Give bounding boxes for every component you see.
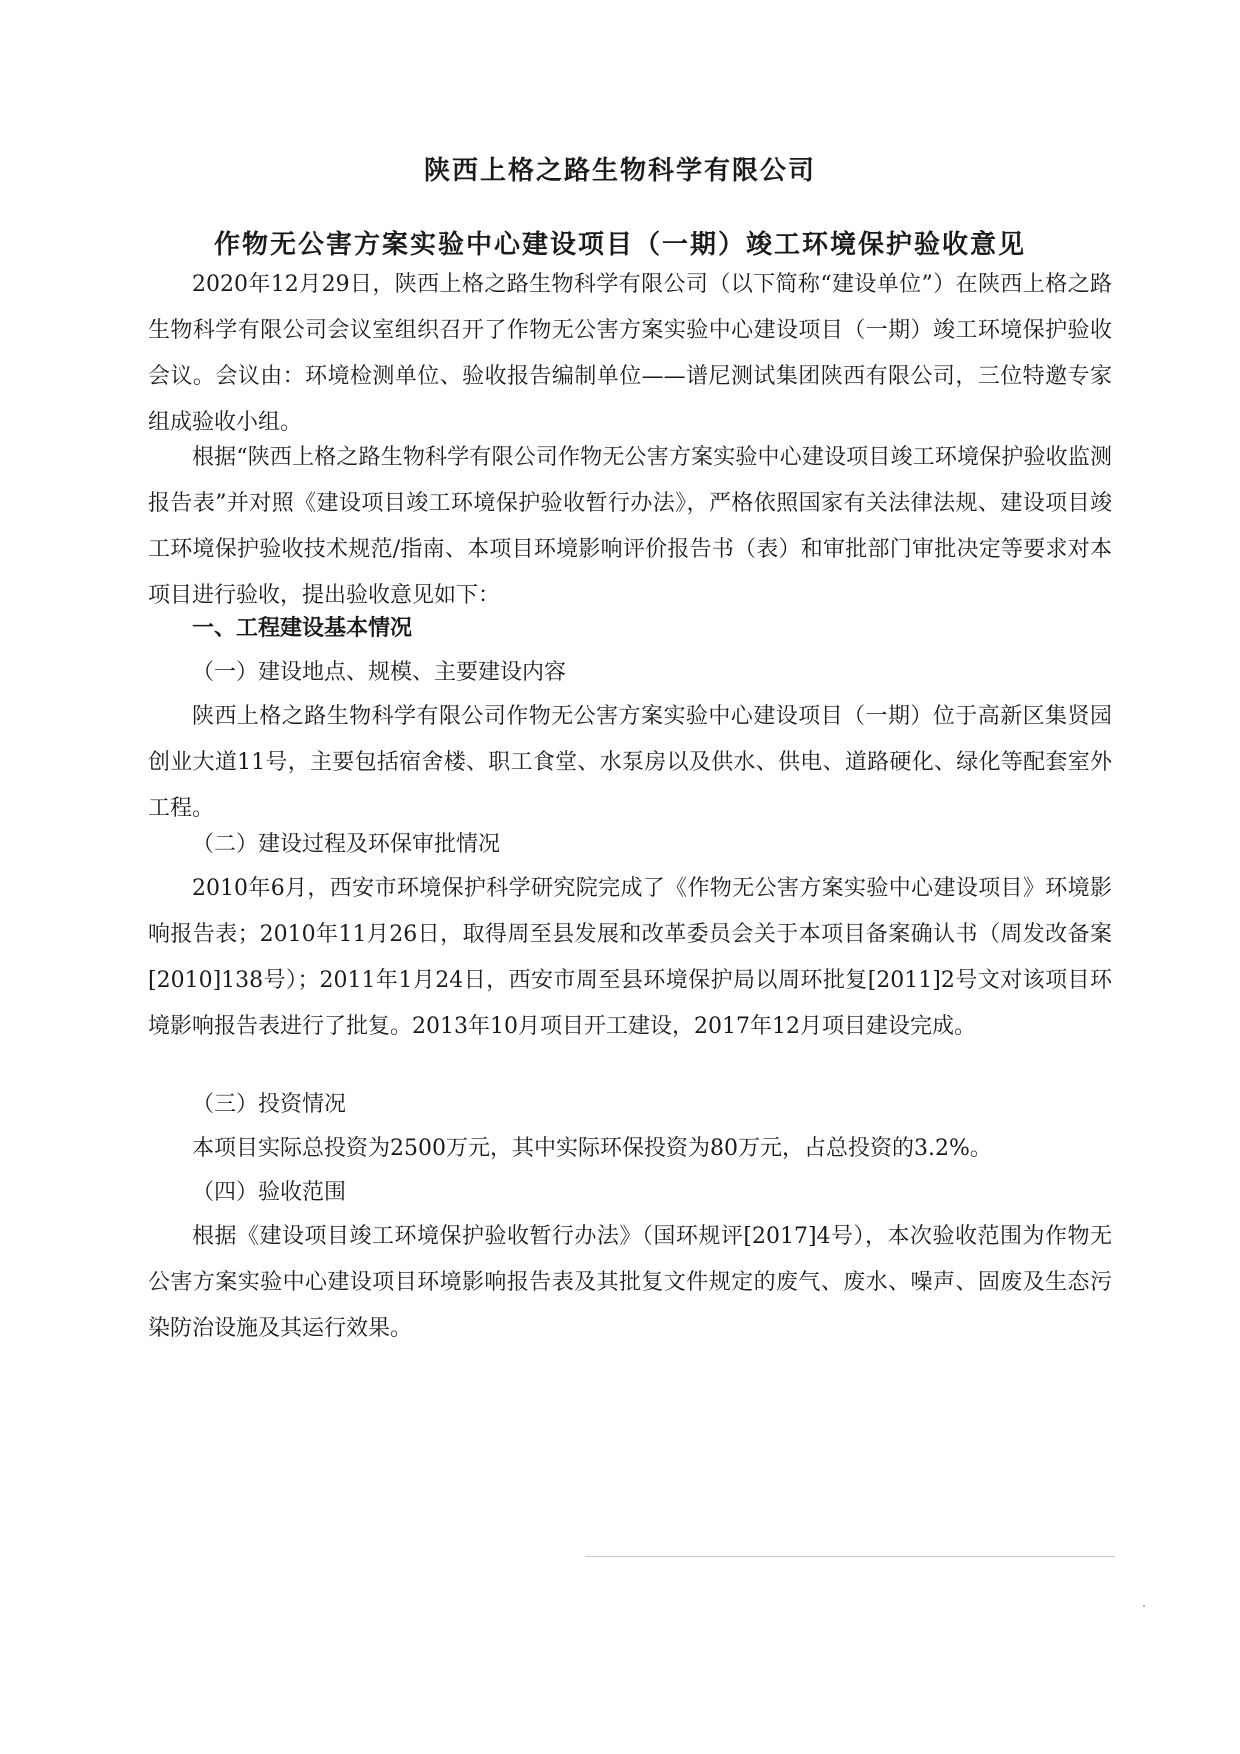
scan-artifact-dot xyxy=(1143,1605,1145,1607)
subsection-1-text: 陕西上格之路生物科学有限公司作物无公害方案实验中心建设项目（一期）位于高新区集贤园创业大道11号，主要包括宿舍楼、职工食堂、水泵房以及供水、供电、道路硬化、绿化等配套室外工程。 xyxy=(148,704,1112,821)
company-title: 陕西上格之路生物科学有限公司 xyxy=(423,156,816,186)
subsection-3-heading: （三）投资情况 xyxy=(192,1092,347,1117)
intro-paragraph: 2020年12月29日，陕西上格之路生物科学有限公司（以下简称“建设单位”）在陕西上格之路生物科学有限公司会议室组织召开了作物无公害方案实验中心建设项目（一期）竣工环境保护验收会议。会议由：环境检测单位、验收报告编制单位——谱尼测试集团陕西有限公司，三位特邀专家组成验收小组。 xyxy=(148,272,1112,435)
scan-artifact-line xyxy=(585,1556,1115,1557)
subsection-2-heading: （二）建设过程及环保审批情况 xyxy=(192,832,501,857)
subsection-2-text: 2010年6月，西安市环境保护科学研究院完成了《作物无公害方案实验中心建设项目》环境影响报告表；2010年11月26日，取得周至县发展和改革委员会关于本项目备案确认书（周发改备案[2010]138号）；2011年1月24日，西安市周至县环境保护局以周环批复[2011]2号文对该项目环境影响报告表进行了批复。2013年10月项目开工建设，2017年12月项目建设完成。 xyxy=(148,876,1112,1039)
subsection-4-heading: （四）验收范围 xyxy=(192,1180,347,1205)
document-title: 作物无公害方案实验中心建设项目（一期）竣工环境保护验收意见 xyxy=(213,230,1026,260)
subsection-3-text: 本项目实际总投资为2500万元，其中实际环保投资为80万元，占总投资的3.2%。 xyxy=(192,1136,992,1161)
subsection-1-heading: （一）建设地点、规模、主要建设内容 xyxy=(192,660,567,685)
subsection-4-text: 根据《建设项目竣工环境保护验收暂行办法》（国环规评[2017]4号），本次验收范围为作物无公害方案实验中心建设项目环境影响报告表及其批复文件规定的废气、废水、噪声、固废及生态污染防治设施及其运行效果。 xyxy=(148,1224,1112,1341)
section-1-heading: 一、工程建设基本情况 xyxy=(192,616,413,641)
basis-paragraph: 根据“陕西上格之路生物科学有限公司作物无公害方案实验中心建设项目竣工环境保护验收监测报告表”并对照《建设项目竣工环境保护验收暂行办法》，严格依照国家有关法律法规、建设项目竣工环境保护验收技术规范/指南、本项目环境影响评价报告书（表）和审批部门审批决定等要求对本项目进行验收，提出验收意见如下： xyxy=(148,445,1112,608)
